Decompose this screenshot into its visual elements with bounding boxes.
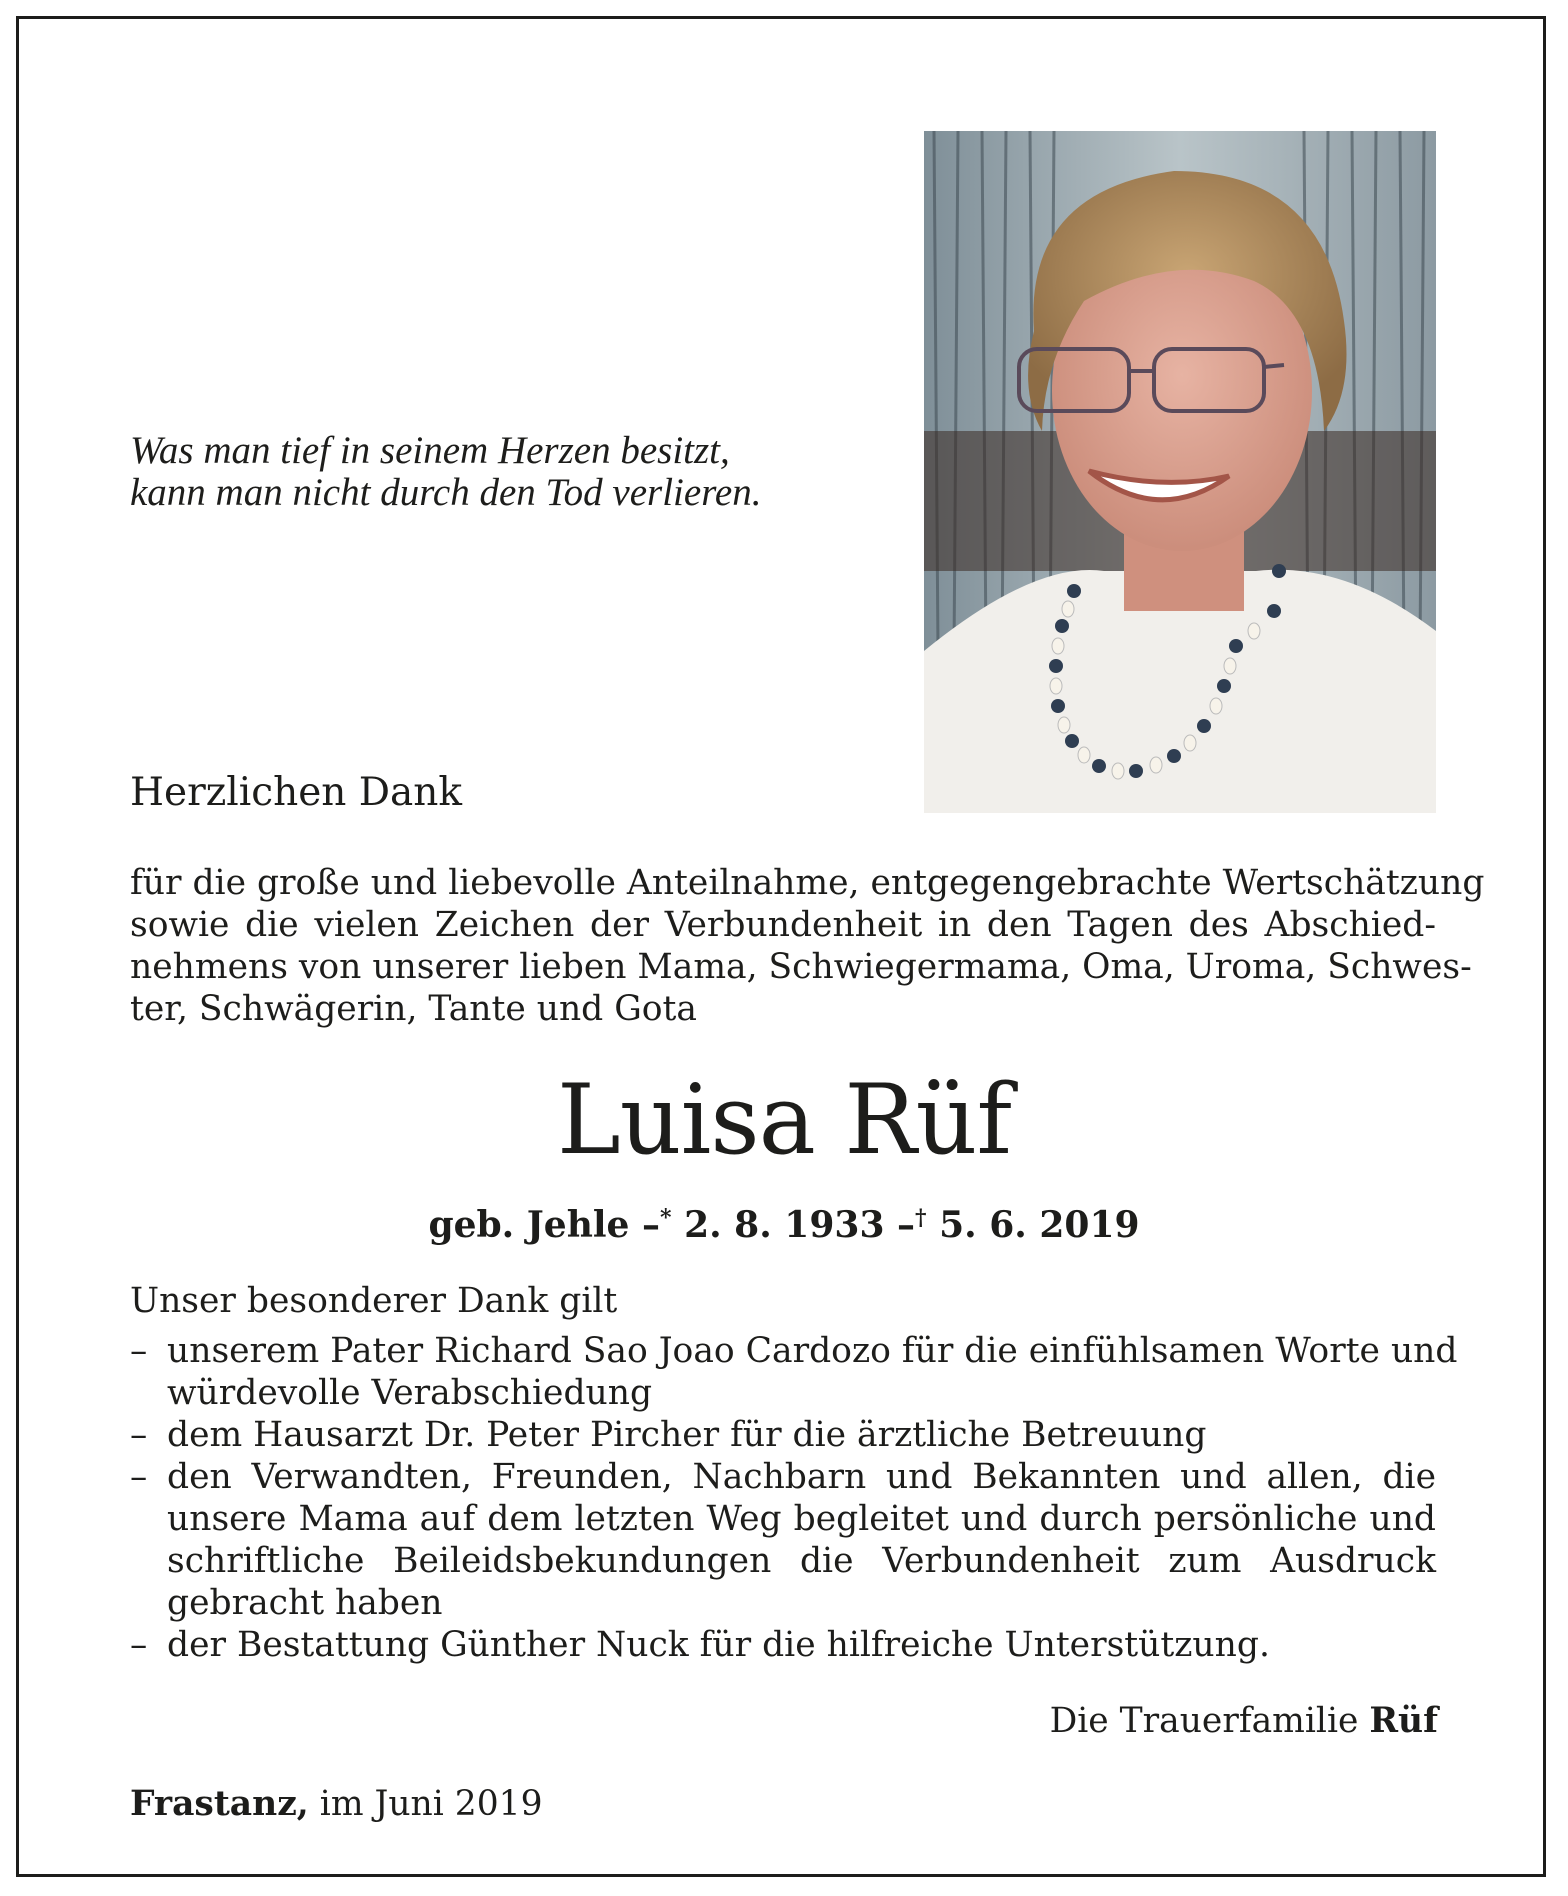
list-item-line: würdevolle Verabschiedung [167, 1373, 653, 1413]
list-item-line: den Verwandten, Freunden, Nachbarn und Bekannten und allen, die [167, 1457, 1436, 1497]
town-name: Frastanz, [130, 1784, 309, 1824]
quote-line: kann man nicht durch den Tod verlieren. [130, 471, 762, 514]
paragraph-line: ter, Schwägerin, Tante und Gota [130, 989, 697, 1029]
list-item-line: dem Hausarzt Dr. Peter Pircher für die ärztliche Betreuung [167, 1415, 1207, 1455]
list-item-line: unserem Pater Richard Sao Joao Cardozo für die einfühlsamen Worte und [167, 1331, 1458, 1371]
life-dates [0, 1195, 1568, 1248]
signature-prefix: Die Trauerfamilie [1049, 1701, 1359, 1741]
list-item-line: schriftliche Beileidsbekundungen die Verbundenheit zum Ausdruck [167, 1541, 1436, 1581]
paragraph-line: sowie die vielen Zeichen der Verbundenheit in den Tagen des Abschied- [130, 905, 1436, 945]
place-and-date [130, 1783, 543, 1825]
list-item [130, 1330, 1458, 1414]
list-item [130, 1414, 1436, 1456]
separator: – [897, 1204, 916, 1246]
notice-date: im Juni 2019 [319, 1784, 543, 1824]
birth-symbol: * [660, 1205, 672, 1231]
family-name: Rüf [1369, 1701, 1438, 1741]
memorial-quote [130, 430, 810, 514]
list-item [130, 1624, 1436, 1666]
thanks-paragraph [130, 862, 1485, 1030]
death-symbol: † [915, 1205, 927, 1231]
dash-bullet: – [130, 1457, 148, 1497]
death-date: 5. 6. 2019 [939, 1204, 1140, 1246]
thanks-heading: Herzlichen Dank [130, 770, 463, 815]
dash-bullet: – [130, 1625, 148, 1665]
special-thanks-list [130, 1330, 1458, 1666]
maiden-name: geb. Jehle [428, 1204, 630, 1246]
list-item-line: unsere Mama auf dem letzten Weg begleitet und durch persönliche und [167, 1499, 1436, 1539]
list-item [130, 1456, 1436, 1624]
special-thanks-intro: Unser besonderer Dank gilt [130, 1281, 618, 1321]
portrait-photo-icon [924, 131, 1436, 813]
deceased-name: Luisa Rüf [557, 1064, 1011, 1176]
dash-bullet: – [130, 1331, 148, 1371]
list-item-line: der Bestattung Günther Nuck für die hilfreiche Unterstützung. [167, 1625, 1270, 1665]
list-item-line: gebracht haben [167, 1583, 443, 1623]
family-signature [1050, 1700, 1438, 1742]
quote-line: Was man tief in seinem Herzen besitzt, [130, 429, 730, 472]
separator: – [642, 1204, 660, 1246]
paragraph-line: für die große und liebevolle Anteilnahme, entgegengebrachte Wertschätzung [130, 863, 1485, 903]
dash-bullet: – [130, 1415, 148, 1455]
portrait-photo [924, 131, 1436, 813]
paragraph-line: nehmens von unserer lieben Mama, Schwiegermama, Oma, Uroma, Schwes- [130, 947, 1472, 987]
birth-date: 2. 8. 1933 [684, 1204, 885, 1246]
